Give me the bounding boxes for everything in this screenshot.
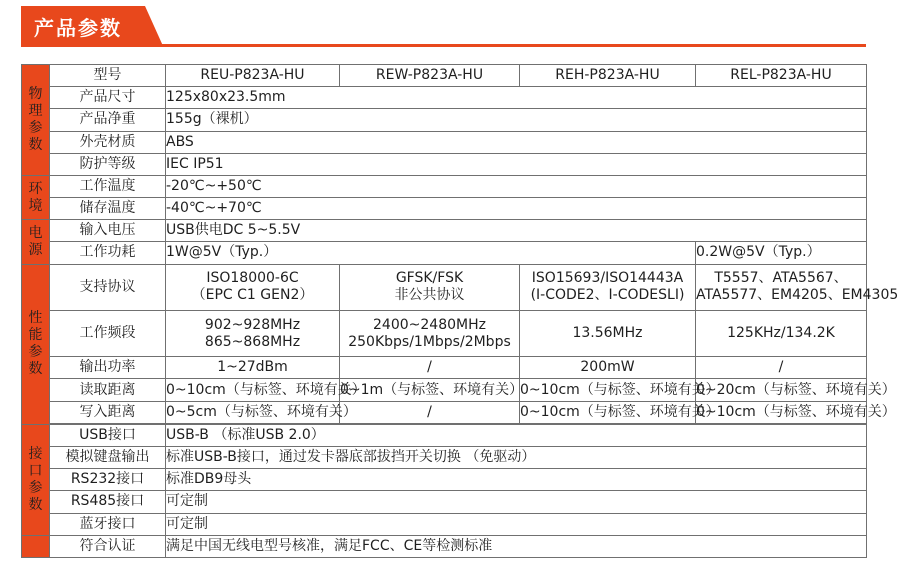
category-certification — [22, 535, 50, 557]
category-physical: 物 理 参 数 — [22, 65, 50, 176]
table-row — [22, 401, 867, 423]
table-row — [22, 220, 867, 242]
work-temp-value: -20℃~+50℃ — [166, 175, 867, 197]
model-reu: REU-P823A-HU — [166, 65, 340, 87]
frequency-reh: 13.56MHz — [520, 310, 696, 356]
output-power-reu: 1~27dBm — [166, 357, 340, 379]
table-row — [22, 535, 867, 557]
section-title: 产品参数 — [34, 16, 122, 40]
material-value: ABS — [166, 131, 867, 153]
row-label-bluetooth: 蓝牙接口 — [50, 513, 166, 535]
row-label-power-consumption: 工作功耗 — [50, 242, 166, 264]
frequency-rew: 2400~2480MHz 250Kbps/1Mbps/2Mbps — [340, 310, 520, 356]
read-distance-reu: 0~10cm（与标签、环境有关） — [166, 379, 340, 401]
table-row — [22, 198, 867, 220]
protocol-rel: T5557、ATA5567、 ATA5577、EM4205、EM4305 — [696, 264, 867, 310]
table-row — [22, 357, 867, 379]
write-distance-reu: 0~5cm（与标签、环境有关） — [166, 401, 340, 423]
table-row — [22, 264, 867, 310]
title-underline — [21, 44, 866, 47]
store-temp-value: -40℃~+70℃ — [166, 198, 867, 220]
input-voltage-value: USB供电DC 5~5.5V — [166, 220, 867, 242]
row-label-store-temp: 储存温度 — [50, 198, 166, 220]
table-row — [22, 491, 867, 513]
size-value: 125x80x23.5mm — [166, 87, 867, 109]
protocol-reh: ISO15693/ISO14443A (I-CODE2、I-CODESLI) — [520, 264, 696, 310]
spec-table — [21, 64, 898, 558]
model-reh: REH-P823A-HU — [520, 65, 696, 87]
bluetooth-value: 可定制 — [166, 513, 867, 535]
table-row — [22, 109, 867, 131]
write-distance-rew: / — [340, 401, 520, 423]
row-label-read-distance: 读取距离 — [50, 379, 166, 401]
protection-value: IEC IP51 — [166, 153, 867, 175]
power-consumption-rel: 0.2W@5V（Typ.） — [696, 242, 867, 264]
row-label-input-voltage: 输入电压 — [50, 220, 166, 242]
table-row — [22, 469, 867, 491]
row-label-write-distance: 写入距离 — [50, 401, 166, 423]
frequency-reu: 902~928MHz 865~868MHz — [166, 310, 340, 356]
table-row — [22, 153, 867, 175]
row-label-certification: 符合认证 — [50, 535, 166, 557]
usb-value: USB-B （标准USB 2.0） — [166, 424, 867, 446]
row-label-output-power: 输出功率 — [50, 357, 166, 379]
certification-value: 满足中国无线电型号核准，满足FCC、CE等检测标准 — [166, 535, 867, 557]
table-row — [22, 446, 867, 468]
rs485-value: 可定制 — [166, 491, 867, 513]
frequency-rel: 125KHz/134.2K — [696, 310, 867, 356]
write-distance-reh: 0~10cm（与标签、环境有关） — [520, 401, 696, 423]
table-row — [22, 65, 867, 87]
output-power-rew: / — [340, 357, 520, 379]
section-header — [0, 0, 892, 62]
row-label-keyboard: 模拟键盘输出 — [50, 446, 166, 468]
protocol-rew: GFSK/FSK 非公共协议 — [340, 264, 520, 310]
table-row — [22, 424, 867, 446]
table-row — [22, 310, 867, 356]
row-label-rs232: RS232接口 — [50, 469, 166, 491]
model-rew: REW-P823A-HU — [340, 65, 520, 87]
row-label-model: 型号 — [50, 65, 166, 87]
category-power: 电 源 — [22, 220, 50, 264]
row-label-frequency: 工作频段 — [50, 310, 166, 356]
row-label-size: 产品尺寸 — [50, 87, 166, 109]
output-power-rel: / — [696, 357, 867, 379]
table-row — [22, 131, 867, 153]
row-label-material: 外壳材质 — [50, 131, 166, 153]
category-performance: 性 能 参 数 — [22, 264, 50, 424]
keyboard-value: 标准USB-B接口，通过发卡器底部拔挡开关切换 （免驱动） — [166, 446, 867, 468]
protocol-reu: ISO18000-6C （EPC C1 GEN2） — [166, 264, 340, 310]
read-distance-rew: 0~1m（与标签、环境有关） — [340, 379, 520, 401]
table-row — [22, 175, 867, 197]
row-label-protocol: 支持协议 — [50, 264, 166, 310]
write-distance-rel: 0~10cm（与标签、环境有关） — [696, 401, 867, 423]
row-label-usb: USB接口 — [50, 424, 166, 446]
category-interface: 接 口 参 数 — [22, 424, 50, 535]
table-row — [22, 513, 867, 535]
power-consumption-main: 1W@5V（Typ.） — [166, 242, 696, 264]
category-environment: 环 境 — [22, 175, 50, 219]
table-row — [22, 87, 867, 109]
table-row — [22, 379, 867, 401]
table-row — [22, 242, 867, 264]
output-power-reh: 200mW — [520, 357, 696, 379]
read-distance-rel: 0~20cm（与标签、环境有关） — [696, 379, 867, 401]
row-label-protection: 防护等级 — [50, 153, 166, 175]
read-distance-reh: 0~10cm（与标签、环境有关） — [520, 379, 696, 401]
weight-value: 155g（裸机） — [166, 109, 867, 131]
row-label-rs485: RS485接口 — [50, 491, 166, 513]
row-label-work-temp: 工作温度 — [50, 175, 166, 197]
model-rel: REL-P823A-HU — [696, 65, 867, 87]
rs232-value: 标准DB9母头 — [166, 469, 867, 491]
row-label-weight: 产品净重 — [50, 109, 166, 131]
